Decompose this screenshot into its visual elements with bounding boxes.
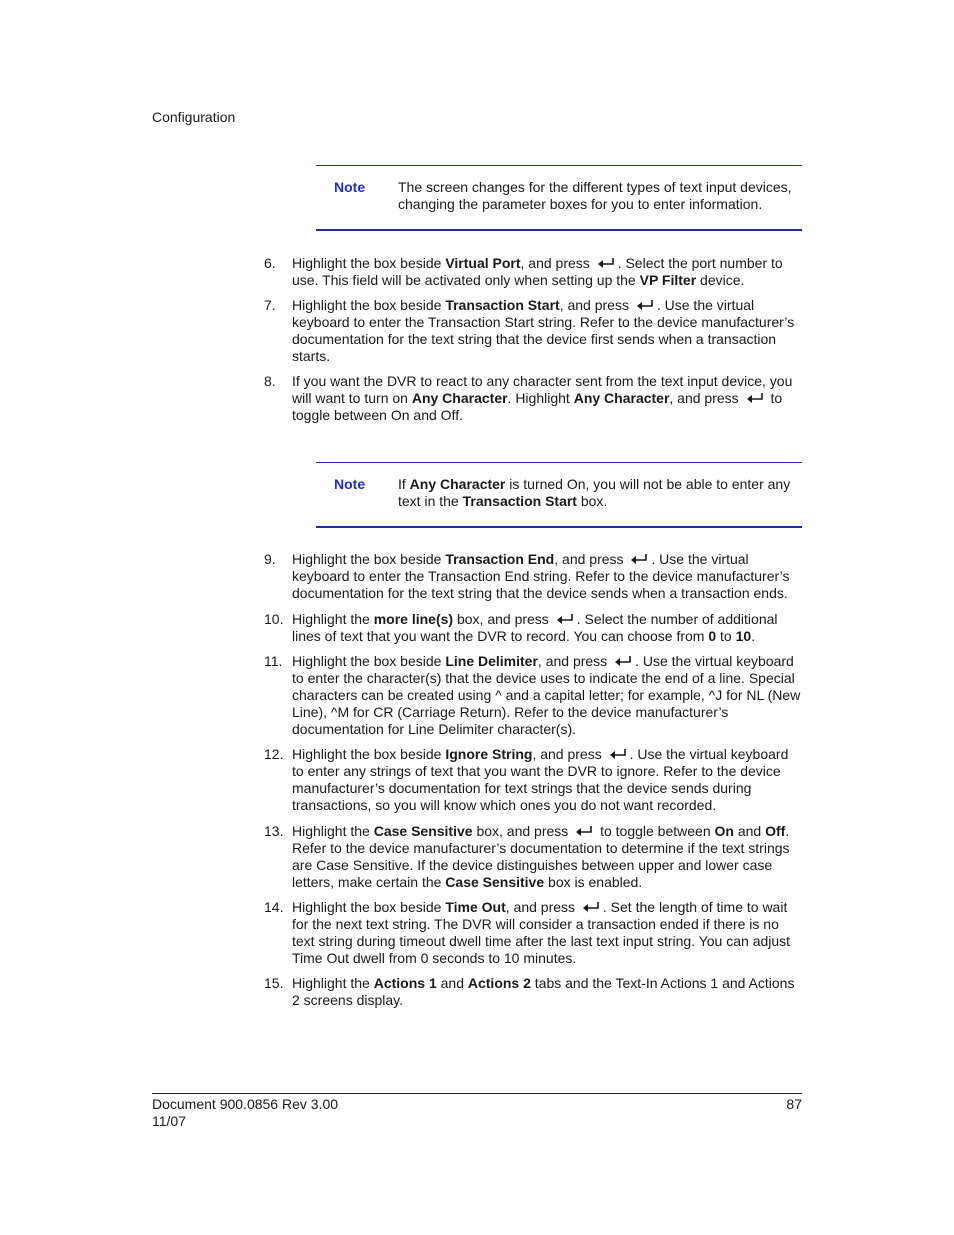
note-text: If Any Character is turned On, you will not be able to enter any text in the Transaction Start box. [398, 476, 791, 509]
step-text: If you want the DVR to react to any character sent from the text input device, you will want to turn on Any Character. Highlight Any Character, and press to toggle between On and Off. [292, 373, 793, 423]
step-number: 15. [264, 975, 284, 991]
page-number: 87 [786, 1096, 802, 1112]
step-text: Highlight the box beside Time Out, and press . Set the length of time to wait for the next text string. The DVR will consider a transaction ended if there is no text string during timeout dwell time after the last text input string. You can adjust Time Out dwell from 0 seconds to 10 minutes. [292, 899, 791, 966]
step-text: Highlight the Actions 1 and Actions 2 tabs and the Text-In Actions 1 and Actions 2 screens display. [292, 975, 795, 1008]
enter-key-icon [745, 391, 765, 405]
step-number: 12. [264, 746, 284, 762]
step-number: 8. [264, 373, 276, 389]
note-label: Note [334, 476, 366, 492]
footer-rule [152, 1093, 802, 1094]
step-number: 6. [264, 255, 276, 271]
document-date: 11/07 [152, 1113, 186, 1129]
step-text: Highlight the box beside Ignore String, and press . Use the virtual keyboard to enter any strings of text that you want the DVR to ignore. Refer to the device manufacturer’s documentation for text strings that the device sends during transactions, so you will know which ones you do not want recorded. [292, 746, 789, 813]
step-number: 10. [264, 611, 284, 627]
step-text: Highlight the box beside Line Delimiter, and press . Use the virtual keyboard to enter the character(s) that the device uses to indicate the end of a line. Special characters can be created using ^ and a capital letter; for example, ^J for NL (New Line), ^M for CR (Carriage Return). Refer to the device manufacturer’s documentation for Line Delimiter character(s). [292, 653, 801, 737]
step-text: Highlight the more line(s) box, and press . Select the number of additional lines of text that you want the DVR to record. You can choose from 0 to 10. [292, 611, 778, 644]
note-label: Note [334, 179, 366, 195]
document-number: Document 900.0856 Rev 3.00 [152, 1096, 339, 1112]
step-number: 13. [264, 823, 284, 839]
footer-document-info [152, 1096, 338, 1130]
note-text: The screen changes for the different types of text input devices, changing the parameter boxes for you to enter information. [398, 179, 792, 212]
note-box-2 [316, 462, 802, 528]
enter-key-icon [613, 654, 633, 668]
step-text: Highlight the box beside Virtual Port, and press . Select the port number to use. This field will be activated only when setting up the VP Filter device. [292, 255, 783, 288]
step-text: Highlight the box beside Transaction End, and press . Use the virtual keyboard to enter the Transaction End string. Refer to the device manufacturer’s documentation for the text string that the device sends when a transaction ends. [292, 551, 790, 601]
section-header: Configuration [152, 109, 236, 125]
step-number: 7. [264, 297, 276, 313]
enter-key-icon [574, 824, 594, 838]
step-number: 9. [264, 551, 276, 567]
step-text: Highlight the box beside Transaction Start, and press . Use the virtual keyboard to enter the Transaction Start string. Refer to the device manufacturer’s documentation for the text string that the device first sends when a transaction starts. [292, 297, 795, 364]
enter-key-icon [555, 612, 575, 626]
enter-key-icon [581, 900, 601, 914]
step-number: 14. [264, 899, 284, 915]
step-text: Highlight the Case Sensitive box, and press to toggle between On and Off. Refer to the device manufacturer’s documentation to determine if the text strings are Case Sensitive. If the device distinguishes between upper and lower case letters, make certain the Case Sensitive box is enabled. [292, 823, 790, 890]
enter-key-icon [629, 552, 649, 566]
note-box-1 [316, 165, 802, 231]
step-number: 11. [264, 653, 283, 669]
enter-key-icon [596, 256, 616, 270]
enter-key-icon [635, 298, 655, 312]
enter-key-icon [608, 747, 628, 761]
